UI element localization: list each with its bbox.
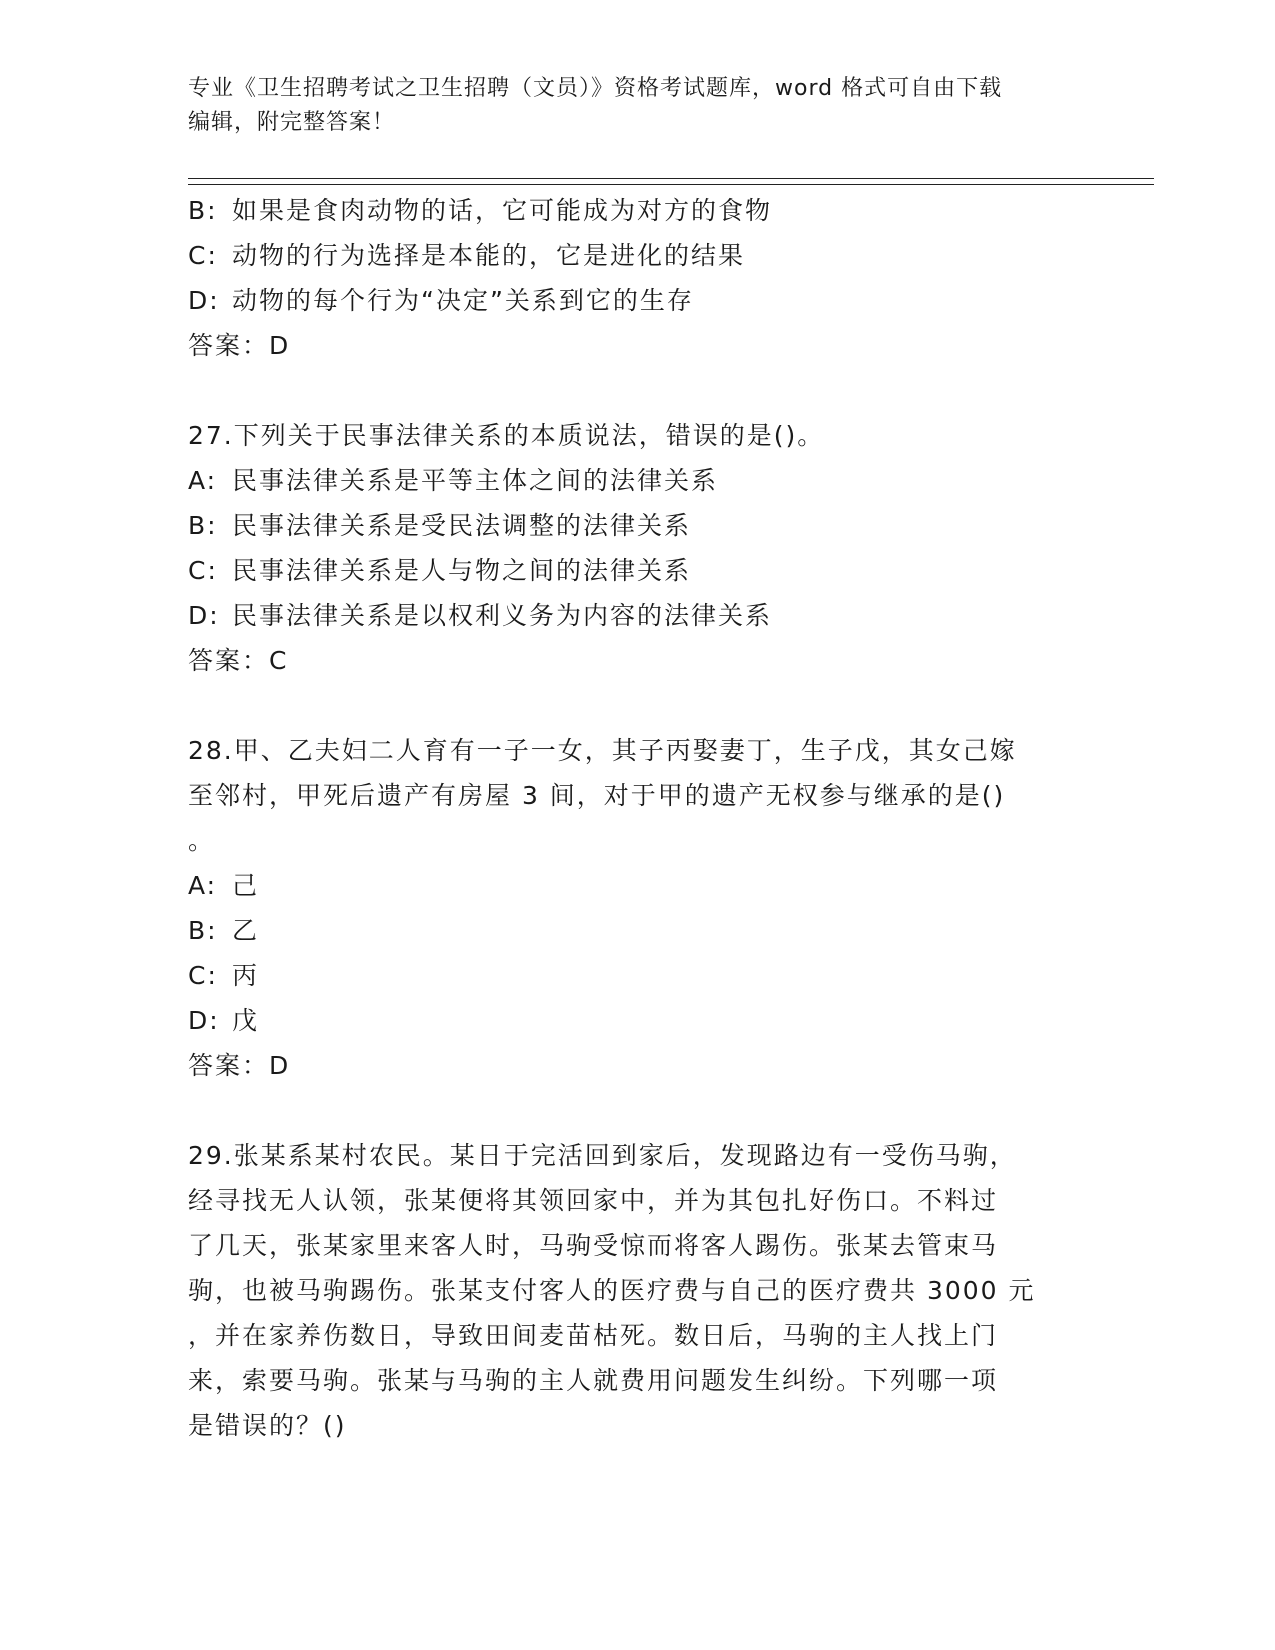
option-text: 民事法律关系是人与物之间的法律关系 [232,556,692,585]
question-29-line-7: 是错误的？() [188,1411,347,1440]
option-label: D: [188,601,220,630]
option-label: D: [188,1006,220,1035]
question-29-line-5: ，并在家养伤数日，导致田间麦苗枯死。数日后，马驹的主人找上门 [188,1321,999,1350]
option-label: C: [188,961,218,990]
document-body [188,188,1088,1448]
option-b [188,503,1088,548]
question-29-line-1: 29.张某系某村农民。某日于完活回到家后，发现路边有一受伤马驹， [188,1141,1017,1170]
page-header [188,72,1088,140]
option-label: C: [188,556,218,585]
spacer [188,683,1088,728]
header-line-1: 专业《卫生招聘考试之卫生招聘（文员）》资格考试题库，word 格式可自由下载 [188,76,1003,101]
option-text: 己 [232,871,260,900]
option-a [188,458,1088,503]
option-b [188,908,1088,953]
option-text: 民事法律关系是平等主体之间的法律关系 [232,466,719,495]
answer-26: 答案：D [188,331,291,360]
question-29-line-2: 经寻找无人认领，张某便将其领回家中，并为其包扎好伤口。不料过 [188,1186,999,1215]
question-28-line-2: 至邻村，甲死后遗产有房屋 3 间，对于甲的遗产无权参与继承的是() [188,781,1006,810]
question-29-block [188,1133,1088,1448]
question-29-line-3: 了几天，张某家里来客人时，马驹受惊而将客人踢伤。张某去管束马 [188,1231,999,1260]
option-label: C: [188,241,218,270]
option-text: 民事法律关系是受民法调整的法律关系 [232,511,692,540]
question-29-line-6: 来，索要马驹。张某与马驹的主人就费用问题发生纠纷。下列哪一项 [188,1366,999,1395]
question-29-line-4: 驹，也被马驹踢伤。张某支付客人的医疗费与自己的医疗费共 3000 元 [188,1276,1036,1305]
option-label: B: [188,196,218,225]
option-text: 如果是食肉动物的话，它可能成为对方的食物 [232,196,773,225]
header-line-2: 编辑，附完整答案！ [188,110,396,135]
question-27-text: 27.下列关于民事法律关系的本质说法，错误的是()。 [188,421,825,450]
option-d [188,593,1088,638]
question-28-line-1: 28.甲、乙夫妇二人育有一子一女，其子丙娶妻丁，生子戊，其女己嫁 [188,736,1017,765]
option-c [188,233,1088,278]
option-label: B: [188,511,218,540]
option-text: 丙 [232,961,260,990]
option-d [188,998,1088,1043]
answer-28: 答案：D [188,1051,291,1080]
question-28-line-3: 。 [188,826,216,855]
option-c [188,953,1088,998]
option-text: 乙 [232,916,260,945]
option-d [188,278,1088,323]
option-label: A: [188,871,218,900]
question-27-block [188,413,1088,683]
spacer [188,1088,1088,1133]
question-28-block [188,728,1088,1088]
option-text: 民事法律关系是以权利义务为内容的法律关系 [232,601,773,630]
spacer [188,368,1088,413]
option-label: B: [188,916,218,945]
option-text: 动物的每个行为“决定”关系到它的生存 [232,286,694,315]
option-c [188,548,1088,593]
header-divider-bottom [188,184,1154,185]
option-a [188,863,1088,908]
option-label: A: [188,466,218,495]
option-b [188,188,1088,233]
option-label: D: [188,286,220,315]
question-26-block [188,188,1088,368]
answer-27: 答案：C [188,646,289,675]
option-text: 戊 [232,1006,260,1035]
option-text: 动物的行为选择是本能的，它是进化的结果 [232,241,746,270]
header-divider-top [188,178,1154,179]
